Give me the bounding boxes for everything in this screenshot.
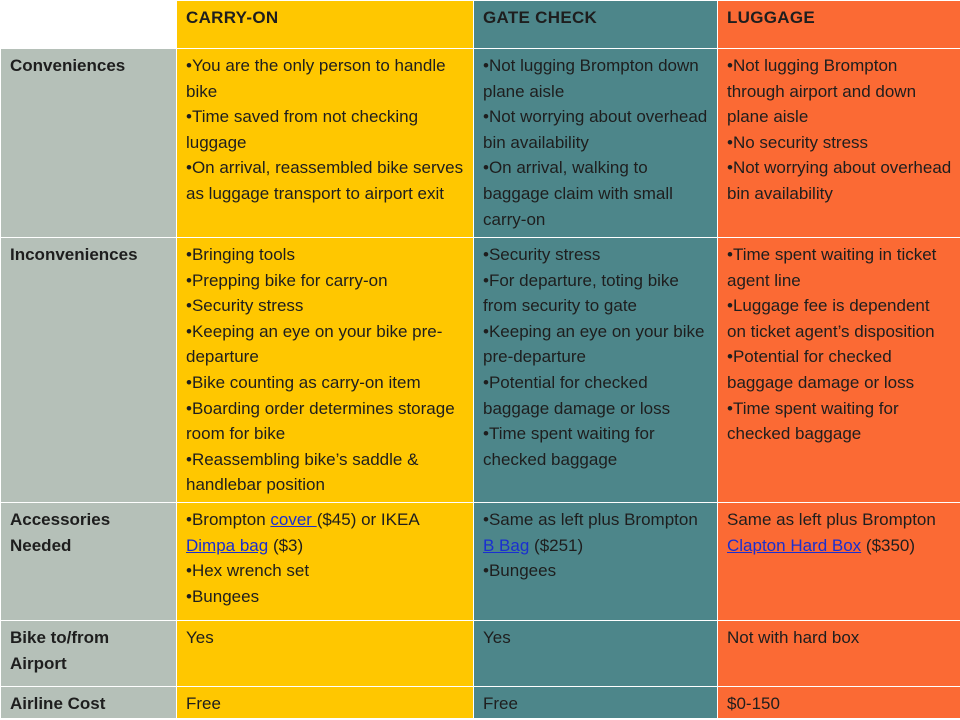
list-item: •On arrival, walking to baggage claim with small carry-on [483,158,673,229]
list-item-text: •Brompton [186,510,271,529]
list-item: •Time spent waiting for checked baggage [727,398,899,444]
cell-gate-check-conveniences [474,49,718,238]
cell-carry-on-cost: Free [177,687,474,719]
cell-carry-on-conveniences [177,49,474,238]
list-item: •For departure, toting bike from security to gate [483,270,679,316]
row-label-conveniences: Conveniences [1,49,177,238]
list-item: •No security stress [727,132,869,152]
list-item-text: ($3) [268,535,304,555]
list-item-text: Same as left plus Brompton [727,510,936,529]
list-item: •Bringing tools [186,245,295,264]
list-item [727,507,953,558]
row-label-inconveniences: Inconveniences [1,238,177,503]
list-item-text: ($350) [861,535,916,555]
list-item: •Luggage fee is dependent on ticket agent’s disposition [727,296,935,341]
list-item: •Not lugging Brompton down plane aisle [483,56,699,101]
list-item: •Time spent waiting for checked baggage [483,424,655,469]
list-item: •Prepping bike for carry-on [186,270,388,290]
cell-luggage-cost: $0-150 [718,687,960,719]
row-label-bike: Bike to/from Airport [1,621,177,687]
row-label-cost: Airline Cost [1,687,177,719]
list-item [186,507,466,558]
row-cost [1,687,960,719]
cell-gate-check-cost: Free [474,687,718,719]
list-item: •Bungees [483,561,557,581]
corner-cell [1,1,177,49]
list-item: •You are the only person to handle bike [186,56,446,101]
link-clapton-hard-box[interactable]: Clapton Hard Box [727,535,862,555]
list-item: •Potential for checked baggage damage or loss [483,372,671,418]
cell-carry-on-bike: Yes [177,621,474,687]
cell-luggage-bike: Not with hard box [718,621,960,687]
cell-luggage-inconveniences [718,238,960,503]
header-row [1,1,960,49]
list-item: •Keeping an eye on your bike pre-departure [483,321,705,367]
cell-luggage-conveniences [718,49,960,238]
link-cover[interactable]: cover [270,510,317,529]
row-bike [1,621,960,687]
list-item: •On arrival, reassembled bike serves as luggage transport to airport exit [186,158,464,203]
row-conveniences [1,49,960,238]
cell-luggage-accessories [718,503,960,621]
list-item: •Keeping an eye on your bike pre-departure [186,321,443,367]
row-accessories [1,503,960,621]
list-item: •Security stress [483,245,601,264]
list-item: •Not lugging Brompton through airport and down plane aisle [727,56,917,127]
link-b-bag[interactable]: B Bag [483,535,530,555]
cell-carry-on-inconveniences [177,238,474,503]
header-carry-on: CARRY-ON [177,1,474,49]
list-item: •Bike counting as carry-on item [186,372,421,392]
row-inconveniences [1,238,960,503]
cell-gate-check-bike: Yes [474,621,718,687]
list-item-text: ($251) [529,535,584,555]
list-item-text: •Same as left plus Brompton [483,510,698,529]
cell-carry-on-accessories [177,503,474,621]
list-item: •Security stress [186,296,304,316]
cell-gate-check-inconveniences [474,238,718,503]
list-item: •Bungees [186,586,260,606]
list-item: •Time spent waiting in ticket agent line [727,245,937,290]
header-luggage: LUGGAGE [718,1,960,49]
list-item: •Potential for checked baggage damage or loss [727,347,915,392]
list-item: •Not worrying about overhead bin availability [483,107,708,152]
list-item: •Boarding order determines storage room for bike [186,398,455,444]
cell-gate-check-accessories [474,503,718,621]
list-item: •Not worrying about overhead bin availability [727,158,952,203]
list-item: •Reassembling bike’s saddle & handlebar position [186,449,419,495]
list-item: •Time saved from not checking luggage [186,107,419,152]
list-item [483,507,710,558]
list-item-text: ($45) or IKEA [316,510,419,529]
link-dimpa-bag[interactable]: Dimpa bag [186,535,269,555]
list-item: •Hex wrench set [186,561,310,581]
row-label-accessories: Accessories Needed [1,503,177,621]
header-gate-check: GATE CHECK [474,1,718,49]
